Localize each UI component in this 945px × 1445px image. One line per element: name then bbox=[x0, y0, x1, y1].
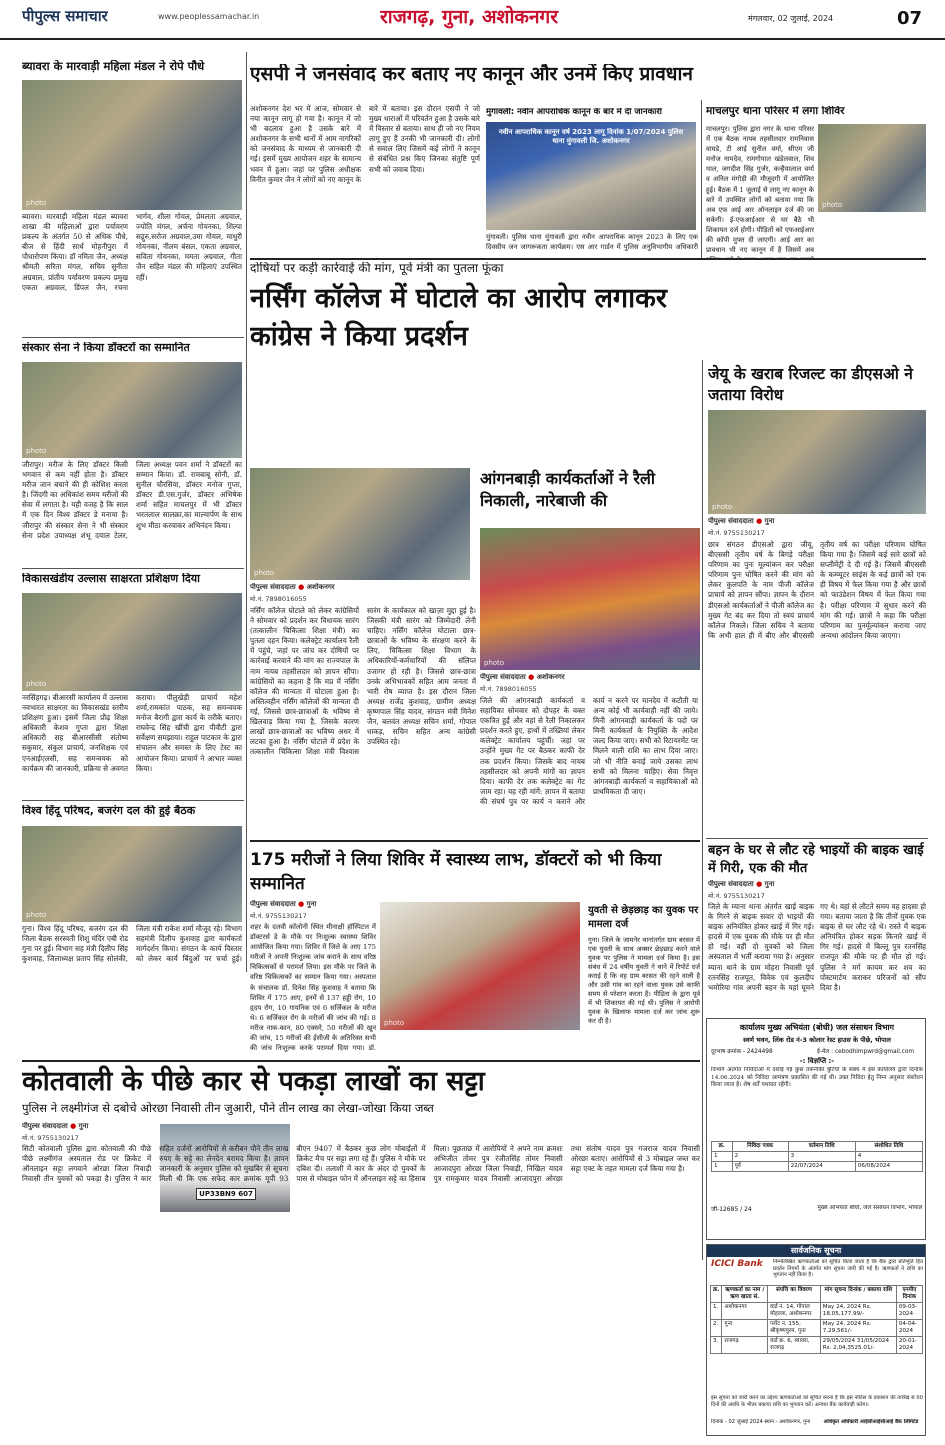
byline-separator-icon: ● bbox=[756, 517, 763, 525]
byline-separator-icon: ● bbox=[528, 673, 535, 681]
notice-table-grid bbox=[711, 1141, 923, 1172]
table-cell: पूर्व bbox=[732, 1162, 788, 1172]
photo-health-camp bbox=[380, 902, 580, 1030]
table-header: क्र. bbox=[712, 1142, 733, 1152]
photo-label: photo bbox=[26, 680, 47, 688]
headline-health-camp: 175 मरीजों ने लिया शिविर में स्वास्थ्य लाभ, डॉक्टरों को भी किया सम्मानित bbox=[250, 850, 662, 894]
table-cell: गुना bbox=[722, 1320, 768, 1337]
table-cell: 04-04-2024 bbox=[896, 1320, 922, 1337]
table-cell: 2 bbox=[732, 1152, 788, 1162]
photo-label: photo bbox=[26, 911, 47, 919]
headline-dso-protest: जेयू के खराब रिजल्ट का डीएसओ ने जताया विरोध bbox=[708, 365, 913, 404]
table-cell: 20-01-2024 bbox=[896, 1337, 922, 1354]
notice-table bbox=[711, 1141, 923, 1172]
byline-health bbox=[250, 900, 370, 909]
table-row bbox=[712, 1162, 923, 1172]
divider bbox=[22, 568, 244, 569]
table-cell: 09-03-2024 bbox=[896, 1303, 922, 1320]
byline-nursing bbox=[250, 583, 470, 592]
byline-separator-icon: ● bbox=[298, 583, 305, 591]
body-nursing-scam: नर्सिंग कॉलेज घोटाले को लेकर कांग्रेसियों ने सोमवार को प्रदर्शन कर विधायक सारंग (तत्कालीन चिकित्सा शिक्षा मंत्री) का पुतला दहन किया। कलेक्ट्रेट कार्यालय रैली में पहुंचे, जहां पर जांच कर दोषियों पर कार्रवाई करवाने की मांग का राज्यपाल के नाम नायब तहसीलदार को ज्ञापन सौंपा। कांग्रेसियों का कहना है कि मप्र में नर्सिंग कॉलेज की मान्यता में घोटाला हुआ है। अस्तित्वहीन नर्सिंग कॉलेजों की मान्यता दी गई, जिससे छात्र-छात्राओं के भविष्य से खिलवाड़ किया गया है, जिसके कारण लाखों छात्र-छात्राओं का भविष्य अधर में लटका हुआ है। नर्सिंग घोटाले में प्रदेश के तत्कालीन चिकित्सा शिक्षा मंत्री विश्वास सारंग के कार्यकाल को खाज़ा मुद्दा हुई है। जिसकी मंत्री सारंग को जिम्मेदारी लेनी चाहिए। नर्सिंग कॉलेज घोटाला छात्र-छात्राओं के भविष्य के संरक्षण करने के लिए, चिकित्सा शिक्षा विभाग के अधिकारियों-कर्मचारियों की संलिप्त उजागर हो रही है। जिससे छात्र-छात्रा उनके अभिभावकों सहित आम जनता में भारी रोष व्याप्त है। इस दौरान जिला अध्यक्ष राजेंद्र कुशवाह, ग्रामीण अध्यक्ष कृष्णपाल सिंह यादव, संगठन मंत्री मिनेश जैन, बलवंत अध्यक्ष सचिन शर्मा, गोपाल धाकड़, सचिन सहित अन्य कांग्रेसी उपस्थित रहे। bbox=[250, 606, 476, 757]
body-anganwadi: जिले की आंगनबाड़ी कार्यकर्ता व सहायिका सोमवार को दोपहर के वक्त एकत्रित हुईं और वहां से रैली निकालकर प्रदर्शन करते हुए, हाथों में तख्तियां लेकर कलेक्ट्रेट कार्यालय पहुंचीं। जहां पर उन्होंने मुख्य गेट पर बैठकर काफी देर तक प्रदर्शन किया। जिसके बाद नायब तहसीलदार को अपनी मांगों का ज्ञापन दिया। काफी देर तक कलेक्ट्रेट का गेट जाम रहा। यह रही मांगें: ज्ञापन में बताया की संघर्ष पुत्र पर कार्य न कराने और कार्य न करने पर मानदेय में कटौती या अन्य कोई भी कार्यवाही नहीं की जाये। मिनी आंगनवाड़ी कार्यकर्ता के पदो पर मिनी कार्यकर्ता के नियुक्ति के आदेश जल्द किया जाए। सभी को रिटायरमेंट पर मिलने वाली राशि का लाभ दिया जाए। जो भी नीति बनाई जाये उसका लाभ सभी को मिलना चाहिए। सेवा निवृत्त आंगनबाड़ी कार्यकर्ता व सहायिकाओं को प्राथमिकता दी जाए। bbox=[480, 696, 698, 806]
byline-reporter: पीपुल्स संवाददाता bbox=[708, 517, 754, 525]
divider bbox=[706, 838, 928, 839]
table-cell: राजगढ़ bbox=[722, 1337, 768, 1354]
headline-doctors-honoured: संस्कार सेना ने किया डॉक्टरों का सम्मानित bbox=[22, 342, 190, 354]
bank-notice-intro: निम्नलिखित ऋणकर्ताओं को सूचित किया जाता है कि बैंक द्वारा प्रतिभूति हित प्रवर्तन नियमों के अंतर्गत मांग सूचना जारी की गई है। ऋणकर्ता ने राशि का भुगतान नहीं किया है। bbox=[773, 1259, 923, 1279]
table-header: संपत्ति का विवरण bbox=[768, 1286, 821, 1303]
table-header: क्र. bbox=[711, 1286, 722, 1303]
photo-doctors bbox=[22, 362, 242, 458]
headline-machalpur-camp: माचलपुर थाना परिसर में लगा शिविर bbox=[706, 106, 845, 117]
byline-reporter: पीपुल्स संवाददाता bbox=[22, 1122, 68, 1130]
headline-literacy-training: विकासखंडीय उल्लास साक्षरता प्रशिक्षण दिया bbox=[22, 573, 200, 585]
byline-place: गुना bbox=[306, 900, 317, 908]
photo-dso bbox=[708, 410, 926, 514]
byline-satta bbox=[22, 1122, 152, 1131]
table-row bbox=[711, 1320, 923, 1337]
table-cell: प्लॉट न. 155, श्रीकृष्णपुरम, गुना bbox=[768, 1320, 821, 1337]
byline-mobile: मो.नं. 9755130217 bbox=[250, 912, 307, 920]
photo-label: photo bbox=[26, 447, 47, 455]
photo-nursing-protest bbox=[250, 468, 470, 580]
notice-address: स्वर्ण भवन, लिंक रोड नं-3 कोलार रेस्ट हाउस के पीछे, भोपाल bbox=[743, 1036, 891, 1044]
table-cell: 22/07/2024 bbox=[788, 1162, 855, 1172]
table-header: मांग सूचना दिनांक / बकाया राशि bbox=[820, 1286, 896, 1303]
table-row bbox=[712, 1142, 923, 1152]
divider bbox=[246, 52, 247, 972]
table-cell: 29/05/2024 31/05/2024 Rs. 2,04,3525.01/- bbox=[820, 1337, 896, 1354]
tender-notice bbox=[706, 1018, 926, 1240]
bank-notice-date: दिनांक - 02 जुलाई 2024 स्थान - अशोकनगर, गुना bbox=[711, 1419, 811, 1425]
divider bbox=[22, 337, 244, 338]
notice-body: विभाग अंतर्गत निविदाओं में दर्शाई गई कुछ तकनीकी त्रुटियों के संबंध में इस कार्यालय द्वारा दिनांक 14.06.2024 को निविदा आमंत्रण प्रकाशित की गई थी। उक्त निविदा हेतु निम्न अनुसार संशोधन किया जाता है। शेष शर्तें यथावत रहेंगी। bbox=[711, 1067, 923, 1089]
byline-accident bbox=[708, 880, 818, 889]
notice-email: ई-मेल : cebodhimpwrd@gmail.com bbox=[817, 1049, 915, 1055]
photo-label: photo bbox=[822, 201, 843, 209]
kicker-nursing: दोषियों पर कड़ी कार्रवाई की मांग, पूर्व मंत्री का पुतला फूंका bbox=[250, 262, 504, 275]
kicker-satta: पुलिस ने लक्ष्मीगंज से दबोचे ओरछा निवासी तीन जुआरी, पौने तीन लाख का लेखा-जोखा किया जब्त bbox=[22, 1102, 434, 1115]
byline-place: गुना bbox=[764, 880, 775, 888]
table-row bbox=[711, 1303, 923, 1320]
bank-table-grid bbox=[710, 1285, 923, 1354]
headline-bike-accident: बहन के घर से लौट रहे भाइयों की बाइक खाई में गिरी, एक की मौत bbox=[708, 843, 924, 876]
body-machalpur-camp: माचलपुर। पुलिस द्वारा नगर के थाना परिसर में एक बैठक नायब तहसीलदार रामनिवास वाघडे, टी आई सुनील वर्मा, सीएम जी मनोज नामदेव, रामगोपाल खंडेलवाल, शिव माल, जगदीश सिंह गुर्जर, कन्हैयालाल वर्मा व अनिल मंगोड़ी की मौजूदगी में आयोजित हुई। बैठक में 1 जुलाई से लागू नए कानून के बारे में उपस्थित लोगों को बताया गया कि अब एफ आई आर ऑनलाइन दर्ज की जा सकेगी। ई-एफआईआर से घर बैठे भी शिकायत दर्ज होगी। पीड़ितों को एफआईआर की कॉपी मुफ्त दी जाएगी। आई आर का प्रावधान भी नए कानून में है जिसमें अब bbox=[706, 125, 814, 255]
byline-place: अशोकनगर bbox=[536, 673, 565, 681]
byline-mobile: मो.नं. 9755130217 bbox=[708, 892, 765, 900]
table-header: एनपीए दिनांक bbox=[896, 1286, 922, 1303]
table-cell: 3. bbox=[711, 1337, 722, 1354]
byline-reporter: पीपुल्स संवाददाता bbox=[708, 880, 754, 888]
photo-label: photo bbox=[384, 1019, 405, 1027]
body-literacy-training: नरसिंहगढ़। बीआरसी कार्यालय में उल्लास नवभारत साक्षरता का विकासखंड स्तरीय प्रशिक्षण हुआ। इसमें जिला प्रौढ़ शिक्षा अधिकारी केशव गुप्ता द्वारा शिक्षा अधिकारी सह बीआरसीसी संतोष्य सकुमार, संकुल प्राचार्य, जनशिक्षक एवं एनआईएलसी, सह समन्वयक को कार्यक्रम की जानकारी, प्रक्रिया से अवगत कराया। पीलुखेड़ी प्राचार्य महेश शर्मा,रामकांत पाठक, सह समन्वयक मनोज बैरागी द्वारा कार्य के तरीके बताए। राघवेन्द्र सिंह खींची द्वारा पीवीटी द्वारा सर्वेक्षण समझाया। राहुल पाटकार के द्वारा संचालन और समस्त के लिए टेस्ट का आयोजन किया। प्राचार्य ने आभार व्यक्त किया। bbox=[22, 693, 242, 773]
table-header: निविदा पत्रक bbox=[732, 1142, 788, 1152]
headline-plantation: ब्यावरा के मारवाड़ी महिला मंडल ने रोपे पौधे bbox=[22, 60, 205, 73]
table-cell: वार्ड न. 14, गोपाल मोहल्ला, अशोकनगर bbox=[768, 1303, 821, 1320]
masthead-region: राजगढ़, गुना, अशोकनगर bbox=[380, 6, 558, 28]
body-vhp-meeting: गुना। विश्व हिंदू परिषद, बजरंग दल की जिला बैठक सरस्वती शिशु मंदिर एबी रोड गुना पर हुई। विभाग सह मंत्री दिलीप सिंह कुशवाह, जिलाध्यक्ष प्रताप सिंह सोलंकी, जिला मंत्री राकेश शर्मा मौजूद रहे। विभाग सहमंत्री दिलीप कुशवाह द्वारा कार्यकर्ता मार्गदर्शन किया। संगठन के कार्य विस्तार को लेकर कार्य बिंदुओं पर चर्चा हुई। bbox=[22, 924, 242, 964]
photo-label: photo bbox=[254, 569, 275, 577]
car-number-plate: UP33BN9 607 bbox=[196, 1188, 256, 1200]
masthead-logo: पीपुल्स समाचार bbox=[22, 7, 108, 25]
table-cell: अशोकनगर bbox=[722, 1303, 768, 1320]
byline-mobile: मो.नं. 7898016055 bbox=[480, 685, 537, 693]
table-header: ऋणकर्ता का नाम / ऋण खाता सं. bbox=[722, 1286, 768, 1303]
notice-title: -: विज्ञप्ति :- bbox=[799, 1057, 835, 1065]
notice-office: कार्यालय मुख्य अभियंता (बोधी) जल संसाधन विभाग bbox=[739, 1023, 895, 1032]
byline-reporter: पीपुल्स संवाददाता bbox=[250, 900, 296, 908]
body-sp-jansamvad: अशोकनगर देश भर में आज, सोमवार से नया कानून लागू हो गया है। कानून में जो भी बदलाव हुआ है उसके बारे में अशोकनगर के सभी थानों में आम नागरिकों को जनसंवाद के माध्यम से जानकारी दी गई। इसमें मुख्य आयोजन शहर के सामान्य भवन में हुआ। जहां पर पुलिस अधीक्षक विनीत कुमार जैन ने लोगों को नए कानून के बारे में बताया। इस दौरान एसपी ने जो मुख्य धाराओं में परिवर्तन हुआ है उसके बारे में विस्तार से बताया। साथ ही जो नए नियम लागू हुए हैं उनकी भी जानकारी दी। लोगों से सवाल लिए जिसमें कई लोगों ने कानून से संबंधित प्रश्न किए जिनका संतुष्टि पूर्ण सभी को जवाब दिया। bbox=[250, 104, 480, 184]
photo-label: photo bbox=[26, 199, 47, 207]
byline-dso bbox=[708, 517, 818, 526]
photo-anganwadi-rally bbox=[480, 528, 700, 670]
table-row bbox=[711, 1286, 923, 1303]
byline-mobile: मो.नं. 9755130217 bbox=[22, 1134, 79, 1142]
notice-signature: मुख्य अभियंता बोधी, जल संसाधन विभाग, भोपाल bbox=[817, 1205, 923, 1211]
divider bbox=[22, 800, 244, 801]
body-plantation: ब्यावरा। मारवाड़ी महिला मंडल ब्यावरा शाखा की महिलाओं द्वारा पर्यावरण प्रकल्प के अंतर्गत 50 से अधिक पौधे, बीज से हिंदी सार्थ मोहनीपुरा में पौधारोपण किया। डॉ नमिता जैन, अध्यक्ष श्रीमती सरिता मंगल, सचिव सुनीता अग्रवाल, प्रांतीय पर्यावरण प्रकल्प प्रमुख एकता अग्रवाल, डिंपल जैन, रचना भार्गव, शीला गोयल, प्रेमलता अग्रवाल, ज्योति मंगल, अर्चना गोयनका, शिल्पा सद्गुरु,सरोज अग्रवाल,उमा गोयल, माधुरी गोयनका, नीलम बंसल, एकता अग्रवाल, सविता गोयनका, ममता अग्रवाल, गीता जैन सहित मंडल की महिलाएं उपस्थित रहीं। bbox=[22, 212, 242, 292]
notice-ref: जी-12685 / 24 bbox=[711, 1206, 752, 1213]
byline-reporter: पीपुल्स संवाददाता bbox=[480, 673, 526, 681]
masthead bbox=[0, 0, 945, 40]
body-dso-protest: छात्र संगठन डीएसओ द्वारा जीयू, बीएससी तृतीय वर्ष के बिगड़े परीक्षा परिणाम का पुनः मूल्यांकन कर परीक्षा परिणाम पुनः घोषित करने की मांग को लेकर कुलपति के नाम पीजी कॉलेज प्राचार्य को ज्ञापन सौंपा। ज्ञापन के दौरान डीएसओ कार्यकर्ताओं ने पीजी कॉलेज का मुख्य गेट बंद कर दिया तो स्वयं प्राचार्य कॉलेज निकले। जिला सचिव ने बताया कि अभी हाल ही में बीए और बीएससी तृतीय वर्ष का परीक्षा परिणाम घोषित किया गया है। जिसमें कई सारे छात्रों को सप्लीमेंट्री दे दी गई है। जिसमें बीएससी के कम्प्यूटर साइंस के कई छात्रों को एक ही विषय में फेल किया गया है और छात्रों को फाउंडेशन विषय में फेल किया गया है। परीक्षा परिणाम में सुधार करने की मांग की गई। छात्रों ने कहा कि परीक्षा परिणाम का पुनर्मूल्यांकन कराया जाए अन्यथा आंदोलन किया जाएगा। bbox=[708, 540, 926, 640]
byline-separator-icon: ● bbox=[298, 900, 305, 908]
body-harassment: गुना। जिले के जामनेर थानांतर्गत ग्राम बरसत में एक युवती के साथ अक्सर छेड़छाड़ करने वाले युवक पर पुलिस ने मामला दर्ज किया है। इस संबंध में 24 वर्षीय युवती ने थाने में रिपोर्ट दर्ज कराई है कि वह ग्राम बरसत की रहने वाली है और उसी गांव का रहने वाला युवक उसे काफी समय से परेशान करता है। पीड़िता के द्वारा पूर्व में भी शिकायत की गई थी। पुलिस ने आरोपी युवक के खिलाफ मामला दर्ज कर जांच शुरू कर दी है। bbox=[588, 936, 700, 1025]
headline-satta: कोतवाली के पीछे कार से पकड़ा लाखों का सट्टा bbox=[22, 1066, 485, 1097]
bank-notice-table bbox=[710, 1285, 923, 1354]
masthead-url: www.peoplessamachar.in bbox=[158, 12, 260, 21]
headline-mungaoli: मुंगावली: नवीन आपराधिक कानून के बारे में दी जानकारी bbox=[486, 108, 663, 117]
table-cell: 1 bbox=[712, 1162, 733, 1172]
byline-separator-icon: ● bbox=[756, 880, 763, 888]
divider bbox=[250, 258, 926, 260]
table-header: संशोधित तिथि bbox=[855, 1142, 922, 1152]
table-cell: 4 bbox=[855, 1152, 922, 1162]
photo-banner-text: नवीन आपराधिक कानून वर्ष 2023 लागू दिनांक 1/07/2024 पुलिस थाना मुंगावली जि. अशोकनगर bbox=[498, 128, 684, 145]
divider bbox=[22, 1060, 700, 1062]
body-satta: सिटी कोतवाली पुलिस द्वारा कोतवाली की पीछे पीछे लक्ष्मीगंज अस्पताल रोड पर क्रिकेट में ऑनलाइन सट्टा लगवाने ओरछा जिला निवाड़ी निवासी तीन युवकों को पकड़ा है। पुलिस ने कार सहित दर्जनों आरोपियों से करीबन पौने तीन लाख रुपए के सट्टे का लेनदेन बरामद किया है। ज्ञापन जानकारी के अनुसार पुलिस को मुखबिर से सूचना मिली थी कि एक सफेद कार क्रमांक यूपी 93 बीएन 9407 में बैठकर कुछ लोग मोबाईलों में क्रिकेट मैच पर सट्टा लगा रहे हैं। पुलिस ने मौके पर दबिश दी। तलाशी में कार के अंदर दो युवकों के पास से मोबाइल फोन में ऑनलाइन सट्टे का हिसाब मिला। पूछताछ में आरोपियों ने अपने नाम क्रमशः अभिजीत तोमर पुत्र रंजीतसिंह तोमर निवासी आजादपुरा ओरछा जिला निवाड़ी, निखिल यादव पुत्र रामकुमार यादव निवासी आजादपुरा ओरछा तथा संतोष यादव पुत्र गजराज यादव निवासी ओरछा बताए। आरोपियों से 3 मोबाइल जब्त कर सट्टा एक्ट के तहत मामला दर्ज किया गया है। bbox=[22, 1144, 700, 1184]
byline-place: गुना bbox=[764, 517, 775, 525]
byline-place: अशोकनगर bbox=[306, 583, 335, 591]
headline-vhp-meeting: विश्व हिंदू परिषद, बजरंग दल की हुई बैठक bbox=[22, 805, 196, 817]
bank-notice-signature: अधिकृत अधिकारी आईसीआईसीआई बैंक लिमिटेड bbox=[823, 1419, 919, 1425]
headline-anganwadi: आंगनबाड़ी कार्यकर्ताओं ने रैली निकाली, नारेबाजी की bbox=[480, 469, 655, 510]
divider bbox=[701, 100, 702, 260]
byline-separator-icon: ● bbox=[70, 1122, 77, 1130]
byline-anganwadi bbox=[480, 673, 700, 682]
table-row bbox=[712, 1152, 923, 1162]
bank-public-notice bbox=[706, 1244, 926, 1436]
bank-notice-title: सार्वजनिक सूचना bbox=[707, 1245, 925, 1257]
headline-sp-jansamvad: एसपी ने जनसंवाद कर बताए नए कानून और उनमें किए प्रावधान bbox=[250, 64, 693, 85]
divider bbox=[250, 840, 700, 842]
icici-logo: ICICI Bank bbox=[711, 1259, 763, 1269]
body-bike-accident: जिले के म्याना थाना अंतर्गत खाई बाइक के गिरने से बाइक सवार दो भाइयों की बाइक अनियंत्रित होकर खाई में गिर गई। हादसे में एक युवक की मौके पर ही मौत हो गई। वहीं दो युवकों को जिला अस्पताल में भर्ती कराया गया है। अनुसार म्याना थाने के ग्राम मोहरा निवासी पूर्व रतनसिंह राजपूत, विवेक एवं कुलदीप भमोरिया गांव अपनी बहन के यहां घूमने गए थे। वहां से लौटते समय यह हादसा हो गया। बताया जाता है कि तीनों युवक एक बाइक से घर लौट रहे थे। रास्ते में बाइक अनियंत्रित होकर सड़क किनारे खाई में गिर गई। हादसे में बिल्लू पुत्र रतनसिंह राजपूत की मौके पर ही मौत हो गई। पुलिस ने मर्ग कायम कर शव का पोस्टमार्टम कराकर परिजनों को सौंप दिया है। bbox=[708, 902, 926, 992]
photo-mungaoli bbox=[486, 122, 696, 230]
table-cell: वार्ड क्र. 6, ब्यावरा, राजगढ़ bbox=[768, 1337, 821, 1354]
divider bbox=[702, 360, 703, 1260]
photo-vhp bbox=[22, 826, 242, 922]
table-cell: 3 bbox=[788, 1152, 855, 1162]
photo-literacy bbox=[22, 593, 242, 691]
byline-place: गुना bbox=[78, 1122, 89, 1130]
bank-notice-footer: इस सूचना को जारी करने का उद्देश्य ऋणकर्ताओं को सूचित करना है कि इस नोटिस के प्रकाशन की तारीख से 60 दिनों की अवधि के भीतर बकाया राशि का भुगतान करें। अन्यथा बैंक कार्यवाही करेगा। bbox=[711, 1395, 923, 1408]
photo-plantation bbox=[22, 80, 242, 210]
photo-machalpur bbox=[818, 124, 926, 212]
headline-nursing-scam: नर्सिंग कॉलेज में घोटाले का आरोप लगाकर कांग्रेस ने किया प्रदर्शन bbox=[250, 283, 667, 352]
table-cell: 1. bbox=[711, 1303, 722, 1320]
body-mungaoli-left: मुंगावली। पुलिस थाना मुंगावली द्वारा नवीन आपराधिक कानून 2023 के लिए एक दिवसीय जन जागरूकता कार्यक्रम। एस आर गार्डन में पुलिस अनुविभागीय अधिकारी bbox=[486, 233, 698, 252]
byline-mobile: मो.नं. 7898016055 bbox=[250, 595, 307, 603]
body-health-camp: शहर के दलवी कॉलोनी स्थित मीनाक्षी हॉस्पिटल में डॉक्टरर्स डे के मौके पर निःशुल्क स्वास्थ्य शिविर आयोजित किया गया। शिविर में जिले के आए 175 मरीजों ने अपनी निःशुल्क जांच कराने के साथ वरिष्ठ चिकित्सकों से परामर्श लिया। इस मौके पर जिले के वरिष्ठ चिकित्सकों का सम्मान किया गया। अस्पताल के संचालक डॉ. दिनेश सिंह कुशवाह ने बताया कि शिविर में 175 आए, इनमें से 137 हड्डी रोग, 10 हृदय रोग, 10 गायनिक एवं 6 सर्जिकल के मरीज थे। 6 सर्जिकल रोग के मरीजों की जांच की गई। 8 मरीज नाक-कान, 80 एक्सरे, 50 मरीजों की खून की जांच, 15 मरीजों की ईसीजी के अतिरिक्त सभी की जांच निःशुल्क करके परामर्श दिया गया। डॉ. bbox=[250, 923, 376, 1053]
table-cell: May 24, 2024 Rs. 7,29,561/- bbox=[820, 1320, 896, 1337]
photo-label: photo bbox=[712, 503, 733, 511]
table-header: वर्तमान तिथि bbox=[788, 1142, 855, 1152]
table-row bbox=[711, 1337, 923, 1354]
byline-mobile: मो.नं. 9755130217 bbox=[708, 529, 765, 537]
table-cell: 1 bbox=[712, 1152, 733, 1162]
table-cell: May 24, 2024 Rs. 18,05,177.99/- bbox=[820, 1303, 896, 1320]
table-cell: 06/08/2024 bbox=[855, 1162, 922, 1172]
masthead-date: मंगलवार, 02 जुलाई, 2024 bbox=[748, 14, 834, 23]
byline-reporter: पीपुल्स संवाददाता bbox=[250, 583, 296, 591]
body-doctors-honoured: जीरापुर। मरीज के लिए डॉक्टर किसी भगवान से कम नहीं होता है। डॉक्टर मरीज जान बचाने की ही कोशिश करता है। जिंदगी का अधिकांश समय मरीजों की सेवा में लगाता है। यही वजह है कि साल में एक दिन विश्व डॉक्टर डे मनाया है। जीरापुर की संस्कार सेना ने भी संस्कार सेना प्रदेश उपाध्यक्ष शंभू दयाल टेलर, जिला अध्यक्ष पवन शर्मा ने डॉक्टरों का सम्मान किया। डॉ. रामबाबू सोनी, डॉ. सुनील चौरसिया, डॉक्टर मनोज गुप्ता, डॉक्टर डी.एस.गुर्जर, डॉक्टर अभिषेक शर्मा सहित माचलपुर में भी डॉक्टर भरतलाल सालक्रा,का माल्यार्पण के साथ शुभ मीठा करवाकर अभिनंदन किया। bbox=[22, 460, 242, 540]
page-number: 07 bbox=[897, 8, 923, 29]
photo-label: photo bbox=[484, 659, 505, 667]
headline-harassment: युवती से छेड़छाड़ का युवक पर मामला दर्ज bbox=[588, 905, 699, 930]
table-cell: 2. bbox=[711, 1320, 722, 1337]
notice-phone: दूरभाष क्रमांक - 2424498 bbox=[711, 1049, 773, 1055]
